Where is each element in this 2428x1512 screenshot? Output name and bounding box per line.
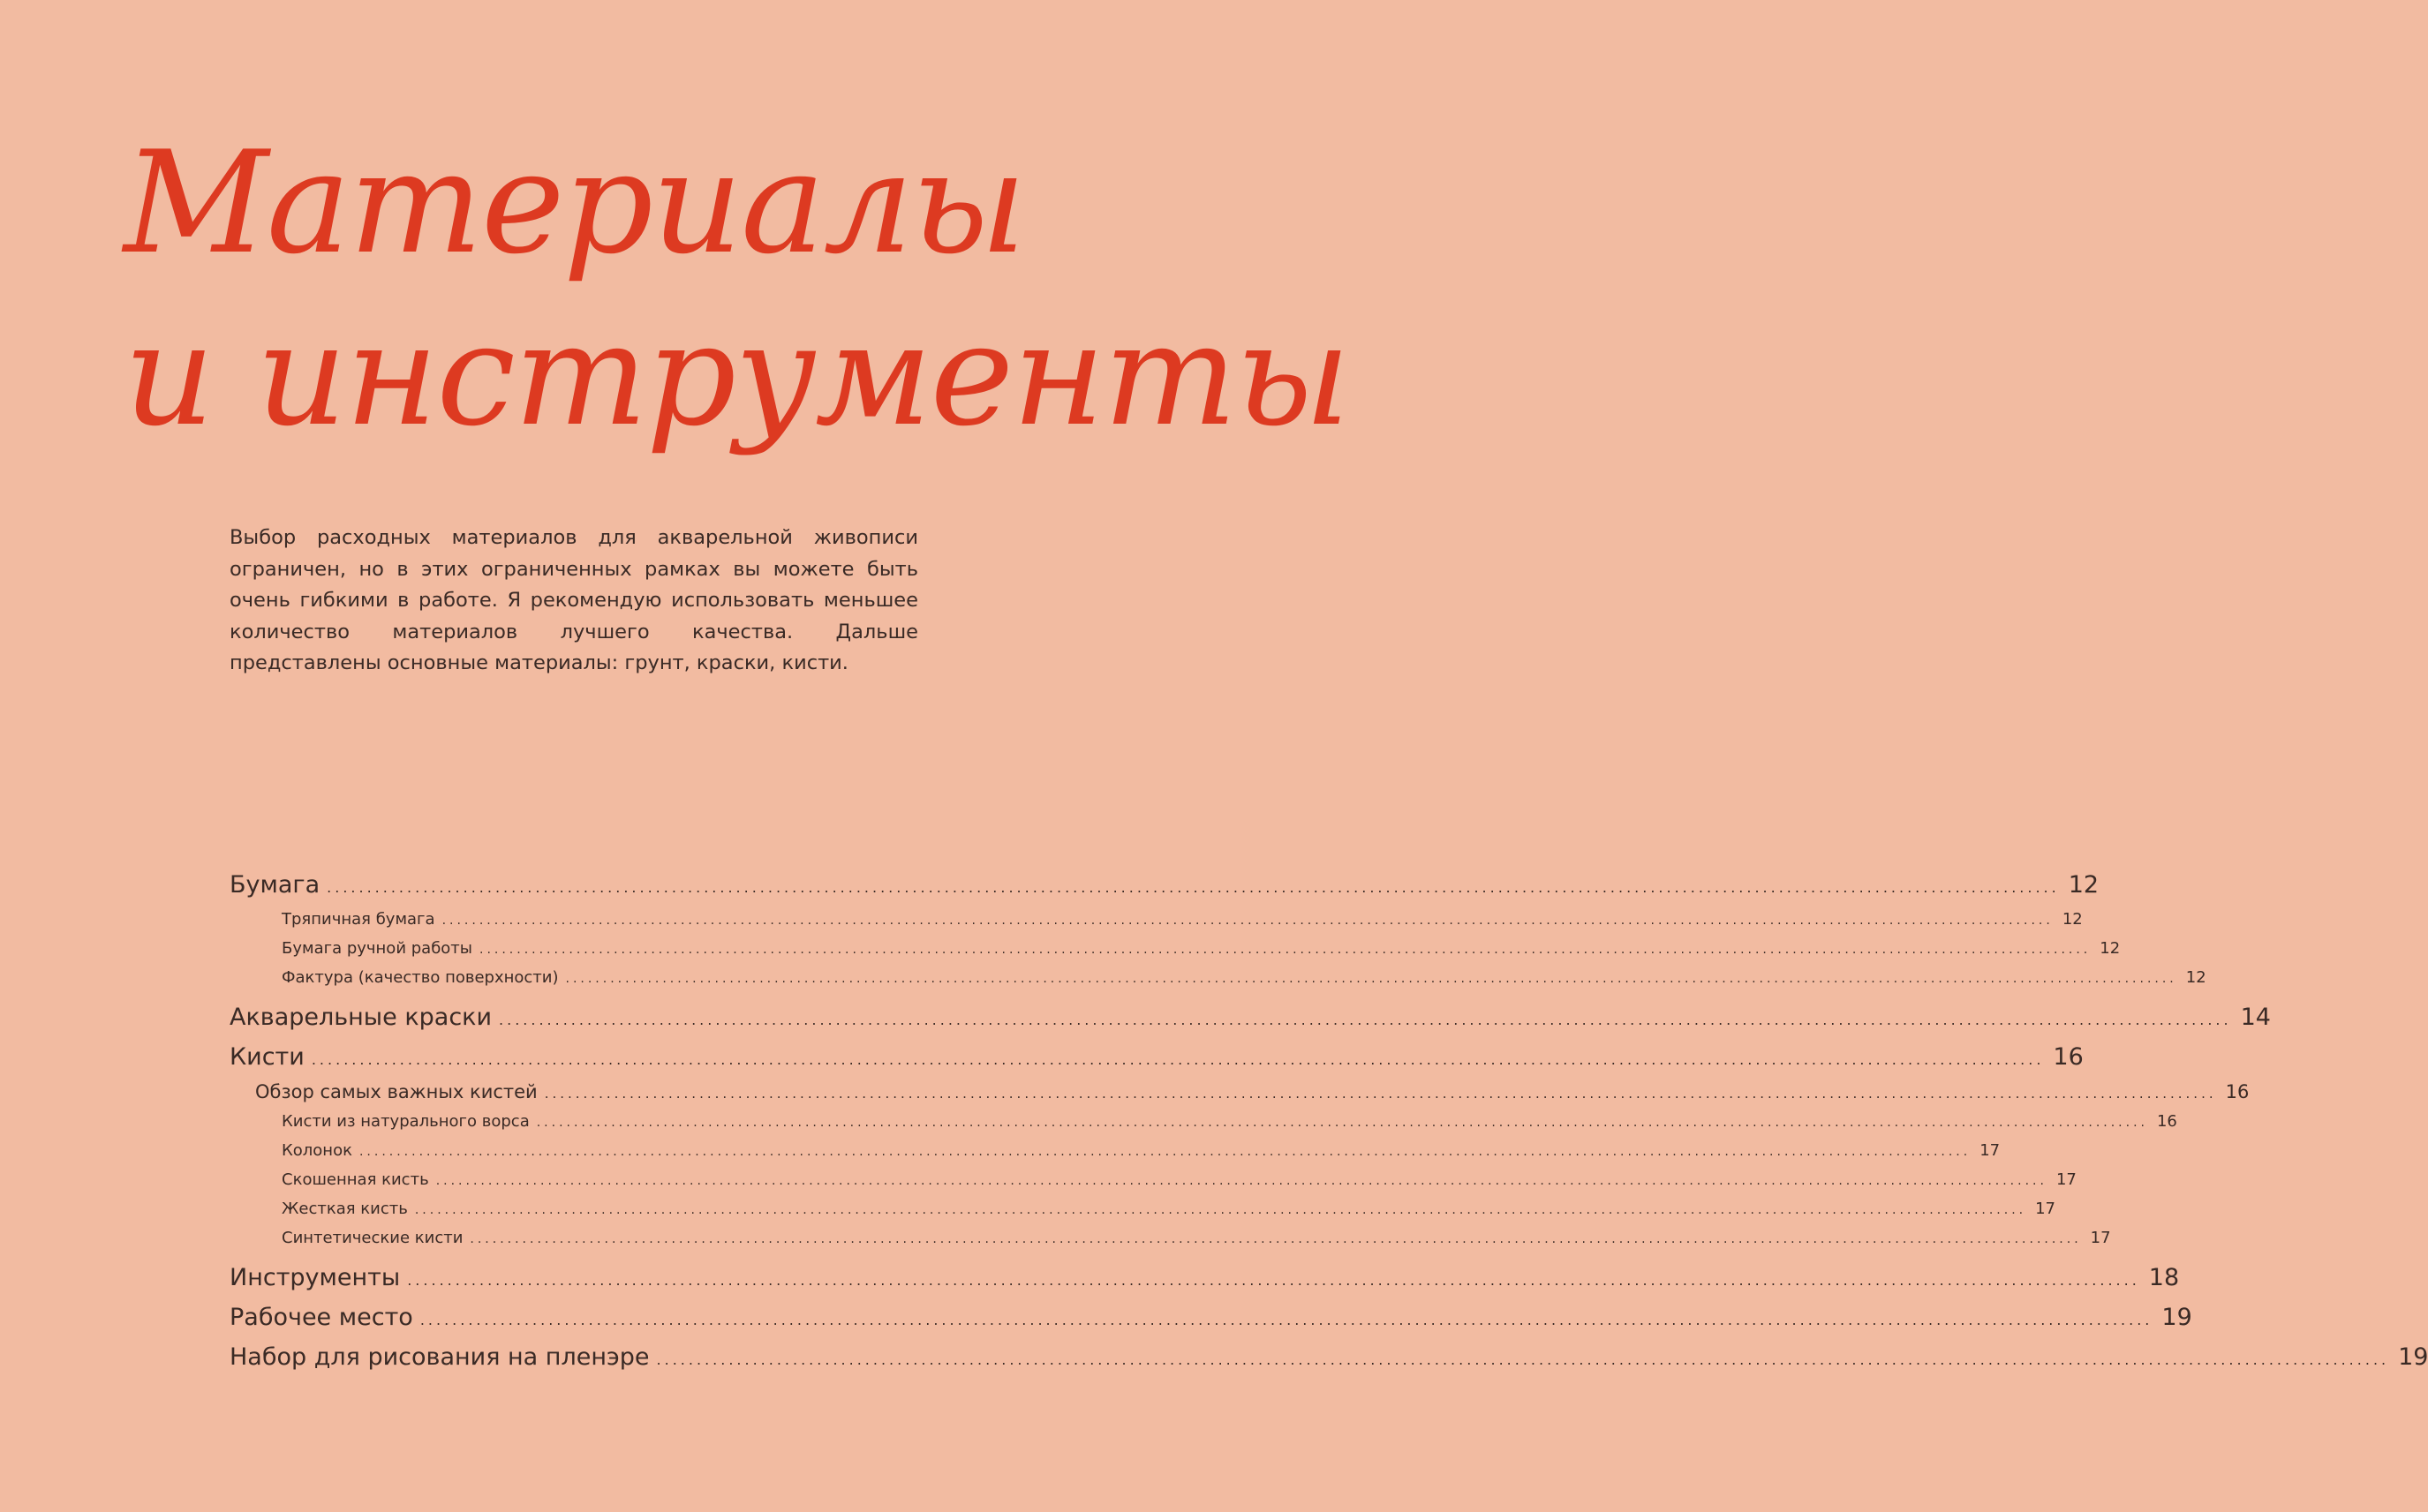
- toc-leader-dots: [415, 1196, 2026, 1225]
- toc-entry-label: Кисти: [230, 1043, 305, 1071]
- toc-entry-label: Тряпичная бумага: [282, 910, 435, 929]
- toc-entry: [230, 1337, 2428, 1377]
- toc-leader-dots: [470, 1225, 2081, 1254]
- toc-entry-page: 19: [2161, 1304, 2192, 1331]
- intro-paragraph: Выбор расходных материалов для акварельной живописи ограничен, но в этих ограниченных рамках вы можете быть очень гибкими в работе. Я рекомендую использовать меньшее количество материалов лучшего качества. Дальше представлены основные материалы: грунт, краски, кисти.: [230, 526, 918, 674]
- toc-entry-label: Скошенная кисть: [282, 1170, 429, 1189]
- toc-entry-page: 17: [1979, 1141, 2001, 1160]
- toc-entry-page: 18: [2148, 1264, 2180, 1291]
- toc-leader-dots: [499, 1000, 2232, 1040]
- toc-leader-dots: [566, 965, 2177, 994]
- toc-entry: [230, 905, 2083, 934]
- toc-entry: [230, 1037, 2084, 1077]
- chapter-title-line-2: и инструменты: [124, 292, 1349, 457]
- toc-entry-page: 12: [2068, 871, 2100, 899]
- toc-entry: [230, 934, 2121, 963]
- toc-entry-page: 16: [2225, 1081, 2250, 1102]
- toc-leader-dots: [657, 1340, 2390, 1380]
- toc-entry: [230, 1165, 2077, 1194]
- toc-entry-label: Жесткая кисть: [282, 1200, 408, 1218]
- table-of-contents: [230, 865, 2428, 1377]
- toc-entry-label: Инструменты: [230, 1264, 401, 1291]
- toc-entry: [230, 1258, 2180, 1298]
- toc-entry: [230, 1077, 2250, 1107]
- toc-entry: [230, 1194, 2056, 1223]
- toc-entry-page: 14: [2240, 1004, 2271, 1031]
- toc-entry-label: Акварельные краски: [230, 1004, 493, 1031]
- toc-entry: [230, 1223, 2111, 1252]
- toc-entry-page: 16: [2156, 1112, 2177, 1131]
- toc-leader-dots: [312, 1040, 2045, 1079]
- toc-entry-label: Синтетические кисти: [282, 1229, 464, 1247]
- toc-entry-label: Фактура (качество поверхности): [282, 968, 559, 987]
- toc-leader-dots: [407, 1260, 2140, 1300]
- toc-entry: [230, 1136, 2001, 1165]
- toc-entry-page: 12: [2100, 939, 2121, 958]
- toc-entry: [230, 963, 2206, 992]
- toc-entry-label: Бумага ручной работы: [282, 939, 472, 958]
- toc-entry-page: 17: [2055, 1170, 2077, 1189]
- toc-entry: [230, 865, 2100, 905]
- toc-entry-page: 17: [2035, 1200, 2056, 1218]
- toc-entry-page: 17: [2090, 1229, 2111, 1247]
- toc-leader-dots: [537, 1109, 2148, 1138]
- toc-entry-page: 12: [2185, 968, 2206, 987]
- toc-leader-dots: [545, 1079, 2217, 1109]
- toc-entry-label: Обзор самых важных кистей: [255, 1081, 538, 1102]
- toc-entry: [230, 1298, 2192, 1337]
- toc-leader-dots: [436, 1167, 2047, 1196]
- toc-entry-label: Бумага: [230, 871, 320, 899]
- toc-entry: [230, 1107, 2177, 1136]
- toc-entry-label: Колонок: [282, 1141, 352, 1160]
- toc-leader-dots: [420, 1300, 2153, 1340]
- toc-leader-dots: [359, 1138, 1971, 1167]
- toc-entry-label: Кисти из натурального ворса: [282, 1112, 530, 1131]
- toc-leader-dots: [327, 868, 2060, 907]
- toc-leader-dots: [442, 906, 2054, 936]
- toc-entry-label: Набор для рисования на пленэре: [230, 1343, 650, 1371]
- toc-entry-page: 19: [2398, 1343, 2428, 1371]
- toc-leader-dots: [479, 936, 2091, 965]
- chapter-title-line-1: Материалы: [124, 120, 1025, 285]
- toc-entry-page: 16: [2053, 1043, 2084, 1071]
- toc-entry-page: 12: [2062, 910, 2083, 929]
- toc-entry: [230, 997, 2271, 1037]
- toc-entry-label: Рабочее место: [230, 1304, 413, 1331]
